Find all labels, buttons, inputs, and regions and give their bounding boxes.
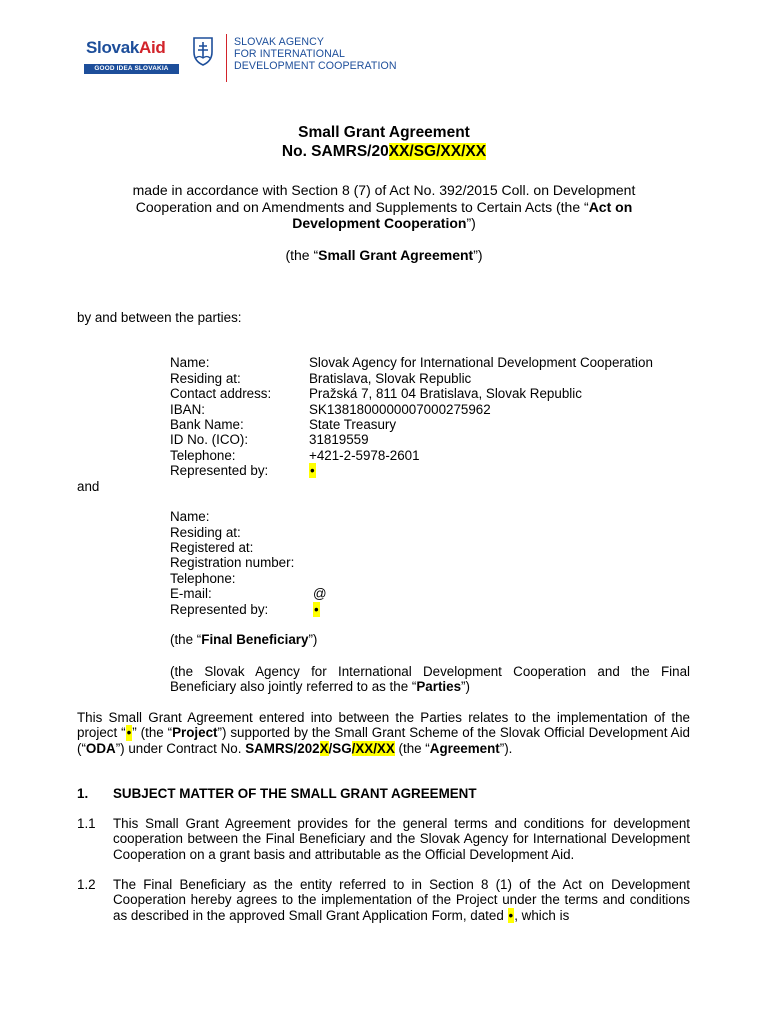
party1-row: Contact address: Pražská 7, 811 04 Bratislava, Slovak Republic (170, 386, 582, 401)
clause-1-2: The Final Beneficiary as the entity referred to in Section 8 (1) of the Act on Development Cooperation hereby agrees to the implementation of the Project under the terms and conditions as described in the approved Small Grant Application Form, dated •, which is (113, 877, 690, 923)
party2-row: Registered at: (170, 540, 254, 555)
party2-row: Telephone: (170, 571, 236, 586)
agreement-paragraph: This Small Grant Agreement entered into between the Parties relates to the implementation of the project “•” (the “Project”) supported by the Small Grant Scheme of the Slovak Official Development Aid (“ODA”) under Contract No. SAMRS/202X/SG/XX/XX (the “Agreement”). (77, 710, 690, 756)
parties-intro: by and between the parties: (77, 310, 242, 325)
and-word: and (77, 479, 100, 494)
placeholder-mark: • (508, 907, 514, 923)
section-number: 1. (77, 786, 89, 801)
agreement-title: Small Grant Agreement (298, 124, 470, 141)
party1-row: Telephone: +421-2-5978-2601 (170, 448, 420, 463)
parties-alias: (the Slovak Agency for International Development Cooperation and the Final Beneficiary also jointly referred to as the “Parties”) (170, 664, 690, 695)
slovak-crest-icon (192, 36, 214, 66)
final-beneficiary-alias: (the “Final Beneficiary”) (170, 632, 318, 647)
slovakaid-tagline: GOOD IDEA SLOVAKIA (84, 64, 179, 74)
clause-number: 1.2 (77, 877, 96, 892)
party2-row: Represented by: • (170, 602, 319, 617)
placeholder-mark: • (310, 463, 315, 478)
intro-paragraph: made in accordance with Section 8 (7) of Act No. 392/2015 Coll. on Development Cooperation and on Amendments and Supplements to Certain Acts (the “Act on Development Cooperation”) (132, 182, 636, 232)
agreement-alias: (the “Small Grant Agreement”) (285, 247, 483, 263)
party2-row: E-mail: @ (170, 586, 327, 601)
section-heading: SUBJECT MATTER OF THE SMALL GRANT AGREEMENT (113, 786, 477, 801)
party1-row: IBAN: SK1381800000007000275962 (170, 402, 491, 417)
party2-row: Registration number: (170, 555, 295, 570)
header-divider (226, 34, 227, 82)
agreement-number: No. SAMRS/20XX/SG/XX/XX (281, 143, 487, 160)
slovakaid-wordmark: SlovakAid (86, 38, 166, 57)
party1-row: Name: Slovak Agency for International Development Cooperation (170, 355, 653, 370)
slovakaid-logo (82, 30, 180, 78)
party1-row: Residing at: Bratislava, Slovak Republic (170, 371, 472, 386)
clause-number: 1.1 (77, 816, 96, 831)
party2-row: Name: (170, 509, 210, 524)
placeholder-mark: • (126, 725, 132, 741)
agency-name: SLOVAK AGENCY FOR INTERNATIONAL DEVELOPMENT COOPERATION (234, 36, 397, 73)
placeholder-mark: • (314, 602, 319, 617)
party2-row: Residing at: (170, 525, 241, 540)
clause-1-1: This Small Grant Agreement provides for the general terms and conditions for development cooperation between the Final Beneficiary and the Slovak Agency for International Development Cooperation on a grant basis and attributable as the Official Development Aid. (113, 816, 690, 862)
party1-row: ID No. (ICO): 31819559 (170, 432, 369, 447)
party1-row: Bank Name: State Treasury (170, 417, 397, 432)
party1-row: Represented by: • (170, 463, 315, 478)
